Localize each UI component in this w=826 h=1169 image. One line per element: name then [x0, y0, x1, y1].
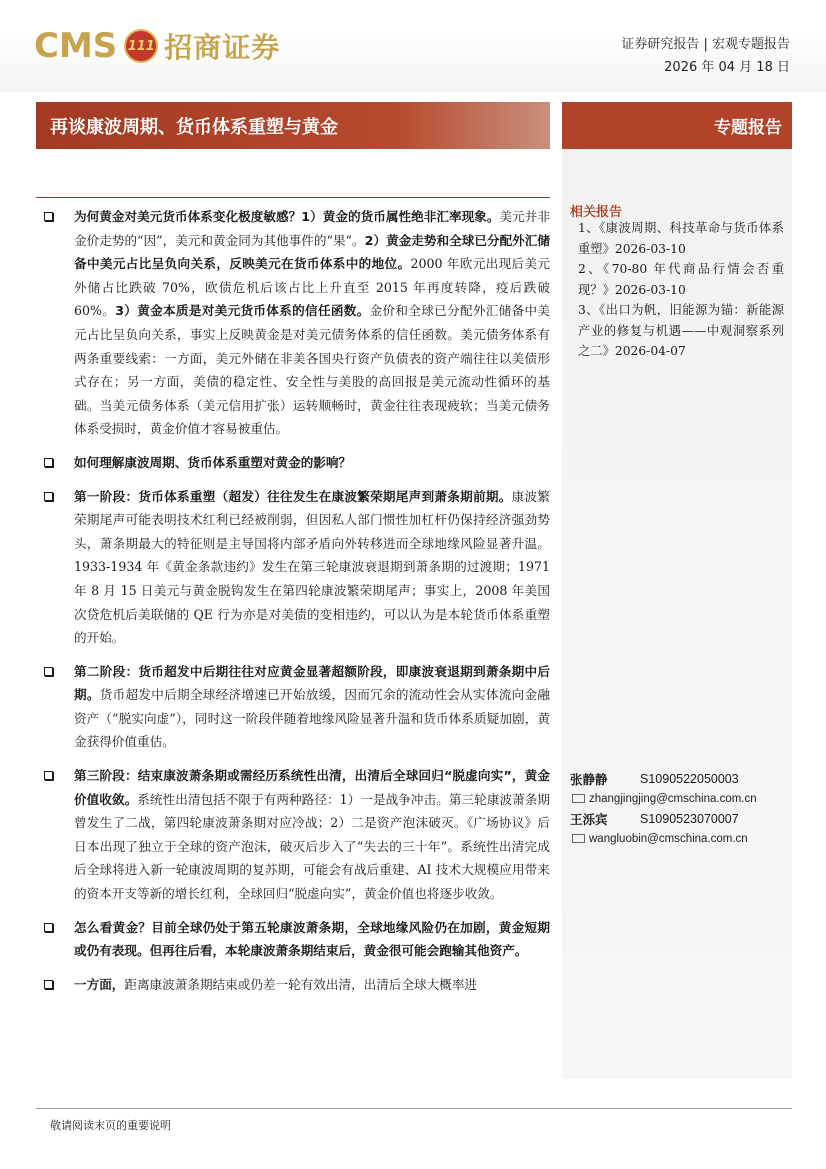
summary-paragraph: 为何黄金对美元货币体系变化极度敏感？1）黄金的货币属性绝非汇率现象。美元并非金价走势的“因”，美元和黄金同为其他事件的“果”。2）黄金走势和全球已分配外汇储备中美元占比呈负向关系，反映美元在货币体系中的地位。2000 年欧元出现后美元外储占比跌破 70%，欧债危机后该占比上升直至 2015 年再度转降，疫后跌破 60%。3）黄金本质是对美元货币体系的信任函数。金价和全球已分配外汇储备中美元占比呈负向关系，事实上反映黄金是对美元债务体系的信任函数。美元债务体系有两条重要线索：一方面，美元外储在非美各国央行资产负债表的资产端往往以美债形式存在；另一方面，美债的稳定性、安全性与美股的高回报是美元流动性循环的基础。当美元债务体系（美元信用扩张）运转顺畅时，黄金往往表现疲软；当美元债务体系受损时，黄金价值才容易被重估。	[36, 205, 550, 441]
related-report-item[interactable]: 1、《康波周期、科技革命与货币体系重塑》2026-03-10	[578, 221, 784, 256]
summary-paragraph: 如何理解康波周期、货币体系重塑对黄金的影响？	[36, 451, 550, 475]
summary-paragraph: 第一阶段：货币体系重塑（超发）往往发生在康波繁荣期尾声到萧条期前期。康波繁荣期尾声可能表明技术红利已经被削弱，但因私人部门惯性加杠杆仍保持经济强劲势头，萧条期最大的特征则是主导国将内部矛盾向外转移进而全球地缘风险显著升温。1933-1934 年《黄金条款违约》发生在第三轮康波衰退期到萧条期的过渡期；1971 年 8 月 15 日美元与黄金脱钩发生在第四轮康波繁荣期尾声；事实上，2008 年美国次贷危机后美联储的 QE 行为亦是对美债的变相违约，可以认为是本轮货币体系重塑的开始。	[36, 485, 550, 650]
related-report-item[interactable]: 2、《70-80 年代商品行情会否重现？》2026-03-10	[578, 262, 784, 297]
square-bullet-icon	[44, 660, 58, 684]
title-bar	[36, 102, 550, 149]
analyst-block	[570, 768, 790, 848]
doc-date: 2026 年 04 月 18 日	[664, 60, 790, 75]
related-reports-title: 相关报告	[570, 205, 623, 220]
doc-type: 证券研究报告 | 宏观专题报告	[621, 37, 790, 52]
related-report-item[interactable]: 3、《出口为帆，旧能源为锚：新能源产业的修复与机遇——中观洞察系列之二》2026-04-07	[578, 303, 784, 358]
footer-divider	[36, 1108, 792, 1109]
analyst-name: 张静静	[570, 771, 608, 787]
mail-icon	[572, 834, 585, 843]
mail-icon	[572, 794, 585, 803]
square-bullet-icon	[44, 485, 58, 509]
logo-en-text: CMS	[34, 26, 118, 66]
square-bullet-icon	[44, 764, 58, 788]
analyst-id: S1090523070007	[640, 811, 739, 826]
summary-paragraph: 一方面，距离康波萧条期结束或仍差一轮有效出清，出清后全球大概率进	[36, 973, 550, 997]
analyst-email[interactable]: zhangjingjing@cmschina.com.cn	[589, 792, 757, 805]
square-bullet-icon	[44, 916, 58, 940]
main-content	[36, 205, 550, 1006]
summary-paragraph: 怎么看黄金？目前全球仍处于第五轮康波萧条期，全球地缘风险仍在加剧，黄金短期或仍有表现。但再往后看，本轮康波萧条期结束后，黄金很可能会跑输其他资产。	[36, 916, 550, 963]
analyst-name: 王泺宾	[570, 811, 608, 827]
cms-logo	[34, 24, 280, 68]
main-divider	[36, 197, 550, 198]
logo-badge-icon: 111	[124, 29, 158, 63]
report-tag: 专题报告	[714, 118, 782, 138]
logo-cn-text: 招商证券	[164, 31, 281, 64]
summary-paragraph: 第三阶段：结束康波萧条期或需经历系统性出清，出清后全球回归“脱虚向实”，黄金价值收敛。系统性出清包括不限于有两种路径：1）一是战争冲击。第三轮康波萧条期曾发生了二战，第四轮康波萧条期对应冷战；2）二是资产泡沫破灭。《广场协议》后日本出现了独立于全球的资产泡沫，破灭后步入了“失去的三十年”。系统性出清完成后全球将进入新一轮康波周期的复苏期，可能会有战后重建、AI 技术大规模应用带来的资本开支等新的增长红利，全球回归“脱虚向实”，黄金价值也将逐步收敛。	[36, 764, 550, 906]
square-bullet-icon	[44, 451, 58, 475]
analyst-id: S1090522050003	[640, 771, 739, 786]
footer-notice: 敬请阅读末页的重要说明	[50, 1119, 171, 1132]
tag-bar	[562, 102, 792, 149]
summary-paragraph: 第二阶段：货币超发中后期往往对应黄金显著超额阶段，即康波衰退期到萧条期中后期。货币超发中后期全球经济增速已开始放缓，因而冗余的流动性会从实体流向金融资产（“脱实向虚”），同时这一阶段伴随着地缘风险显著升温和货币体系质疑加剧，黄金获得价值重估。	[36, 660, 550, 754]
analyst-email[interactable]: wangluobin@cmschina.com.cn	[589, 832, 748, 845]
report-title: 再谈康波周期、货币体系重塑与黄金	[50, 116, 338, 138]
square-bullet-icon	[44, 205, 58, 229]
square-bullet-icon	[44, 973, 58, 997]
related-reports-list	[578, 218, 784, 362]
